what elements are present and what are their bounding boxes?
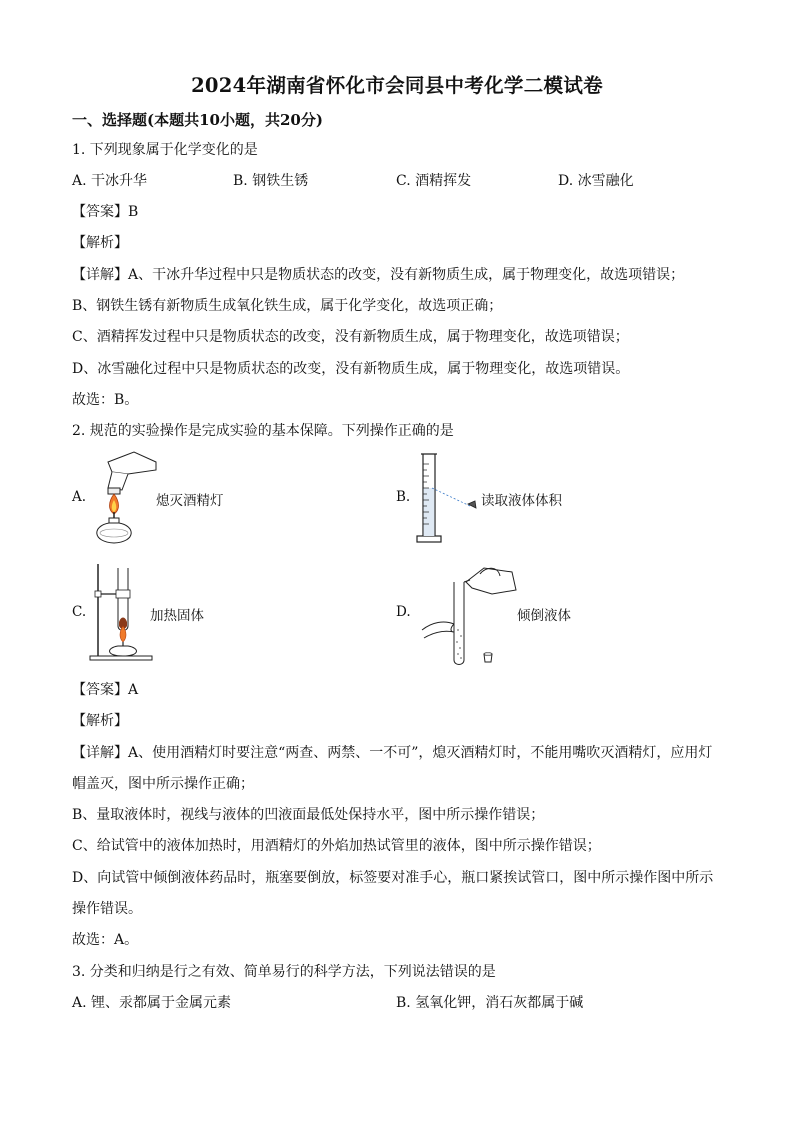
q2-detail-line: C、给试管中的液体加热时，用酒精灯的外焰加热试管里的液体，图中所示操作错误； [72,838,601,854]
q2-option-b-label: 读取液体体积 [481,493,562,509]
q2-option-b-letter: B. [396,489,411,505]
q1-detail-line: B、钢铁生锈有新物质生成氧化铁生成，属于化学变化，故选项正确； [72,298,503,314]
q1-detail-line: D、冰雪融化过程中只是物质状态的改变，没有新物质生成，属于物理变化，故选项错误。 [72,361,630,377]
q1-option-d: D. 冰雪融化 [558,173,634,189]
q1-option-b: B. 钢铁生锈 [233,173,309,189]
q2-option-a-letter: A. [72,489,87,505]
q1-analysis-heading: 【解析】 [72,235,128,251]
q3-option-b: B. 氢氧化钾，消石灰都属于碱 [396,995,584,1011]
q2-option-a-label: 熄灭酒精灯 [156,493,224,509]
q2-option-c-label: 加热固体 [150,608,204,624]
q1-detail-line: 【详解】A、干冰升华过程中只是物质状态的改变，没有新物质生成，属于物理变化，故选项错误； [72,267,685,283]
q2-analysis-heading: 【解析】 [72,713,128,729]
q1-option-a: A. 干冰升华 [72,173,148,189]
q2-detail-line: 帽盖灭，图中所示操作正确； [72,776,254,792]
figure-pouring-liquid [420,560,520,668]
q2-detail-line: 【详解】A、使用酒精灯时要注意“两查、两禁、一不可”，熄灭酒精灯时，不能用嘴吹灭酒精灯，应用灯 [72,745,713,761]
question-1-stem: 1. 下列现象属于化学变化的是 [72,142,258,158]
q1-detail-line: C、酒精挥发过程中只是物质状态的改变，没有新物质生成，属于物理变化，故选项错误； [72,329,629,345]
figure-graduated-cylinder [412,450,484,548]
q2-answer: 【答案】A [72,682,139,698]
q1-option-c: C. 酒精挥发 [396,173,472,189]
q2-conclusion: 故选：A。 [72,932,139,948]
q2-detail-line: B、量取液体时，视线与液体的凹液面最低处保持水平，图中所示操作错误； [72,807,545,823]
question-2-stem: 2. 规范的实验操作是完成实验的基本保障。下列操作正确的是 [72,423,454,439]
figure-alcohol-lamp-cap [88,448,160,546]
question-3-stem: 3. 分类和归纳是行之有效、简单易行的科学方法，下列说法错误的是 [72,964,496,980]
q1-answer: 【答案】B [72,204,139,220]
figure-heating-solid [88,560,160,664]
q2-detail-line: 操作错误。 [72,901,142,917]
q2-option-d-label: 倾倒液体 [517,608,571,624]
q2-option-c-letter: C. [72,604,87,620]
page-title: 2024年湖南省怀化市会同县中考化学二模试卷 [191,74,603,97]
q2-option-d-letter: D. [396,604,411,620]
q3-option-a: A. 锂、汞都属于金属元素 [72,995,232,1011]
q1-conclusion: 故选：B。 [72,392,139,408]
q2-detail-line: D、向试管中倾倒液体药品时，瓶塞要倒放，标签要对准手心，瓶口紧挨试管口，图中所示操作图中所示 [72,870,714,886]
section-heading: 一、选择题(本题共10小题，共20分) [72,111,323,129]
